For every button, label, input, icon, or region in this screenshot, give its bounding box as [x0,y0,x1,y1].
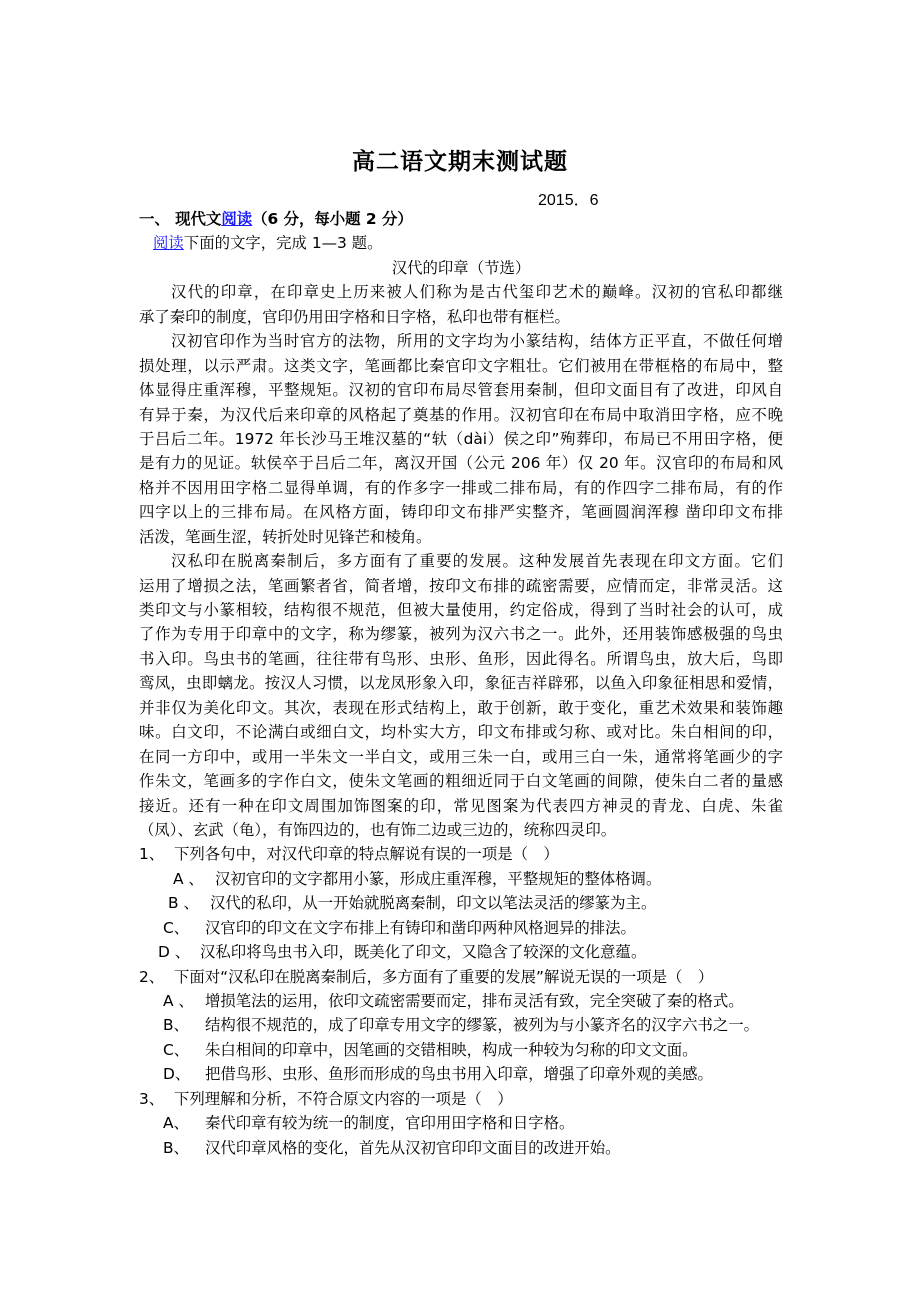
paragraph-line: 损处理，以示严肃。这类文字，笔画都比秦官印文字粗壮。它们被用在带框格的布局中，整 [139,356,783,375]
answer-option [139,1136,783,1160]
paragraph-line: 书入印。鸟虫书的笔画，往往带有鸟形、虫形、鱼形，因此得名。所谓鸟虫，放大后，鸟即 [139,649,783,668]
paragraph-line: 于吕后二年。1972 年长沙马王堆汉墓的“轪（dài）侯之印”殉葬印，布局已不用田字格，便 [139,429,783,448]
paragraph-line: 运用了增损之法，笔画繁者省，简者增，按印文布排的疏密需要，应情而定，非常灵活。这 [139,576,783,595]
option-text: 汉私印将鸟虫书入印，既美化了印文，又隐含了较深的文化意蕴。 [200,943,647,962]
question-stem [139,1087,783,1111]
option-text: 汉代的私印，从一开始就脱离秦制，印文以笔法灵活的缪篆为主。 [210,894,657,913]
question-text: 下面对“汉私印在脱离秦制后，多方面有了重要的发展”解说无误的一项是（ ） [174,967,714,986]
option-text: 汉代印章风格的变化，首先从汉初官印印文面目的改进开始。 [205,1138,621,1157]
paragraph-line: 四字以上的三排布局。在风格方面，铸印印文布排严实整齐，笔画圆润浑穆 凿印印文布排 [139,503,783,522]
paragraph-line: （凤）、玄武（龟），有饰四边的，也有饰二边或三边的，统称四灵印。 [139,820,617,839]
document-title: 高二语文期末测试题 [352,149,568,175]
instruction [139,231,783,255]
paragraph [139,329,783,549]
option-label: B、 [163,1138,189,1157]
paragraph-line: 类印文与小篆相较，结构很不规范，但被大量使用，约定俗成，得到了当时社会的认可，成 [139,601,783,619]
section-suffix: （6 分，每小题 2 分） [252,210,413,228]
question [139,965,783,1087]
paragraph-line: 汉代的印章，在印章史上历来被人们称为是古代玺印艺术的巅峰。汉初的官私印都继 [171,283,783,302]
paragraph-line: 味。白文印，不论满白或细白文，均朴实大方，印文布排或匀称、或对比。朱白相间的印， [139,723,783,742]
answer-option [139,891,783,915]
reading-link[interactable]: 阅读 [221,210,253,228]
option-label: D、 [163,1065,191,1084]
question-text: 下列理解和分析，不符合原文内容的一项是（ ） [174,1089,513,1108]
option-label: B、 [163,1016,189,1035]
paragraph-line: 格并不因用田字格二显得单调，有的作多字一排或二排布局，有的作四字二排布局，有的作 [139,478,783,497]
paragraph [139,549,783,842]
paragraph-line: 汉初官印作为当时官方的法物，所用的文字均为小篆结构，结体方正平直，不做任何增 [171,332,783,351]
answer-option [139,916,783,940]
question [139,1087,783,1160]
document-date: 2015．6 [538,192,599,209]
section-prefix: 一、 现代文 [139,210,222,228]
paragraph-line: 在同一方印中，或用一半朱文一半白文，或用三朱一白，或用三白一朱，通常将笔画少的字 [139,747,783,766]
option-label: A、 [163,1114,189,1133]
option-text: 汉官印的印文在文字布排上有铸印和凿印两种风格迥异的排法。 [205,918,636,937]
document-body [139,207,783,1160]
paragraph-line: 汉私印在脱离秦制后，多方面有了重要的发展。这种发展首先表现在印文方面。它们 [171,552,783,571]
option-text: 结构很不规范的，成了印章专用文字的缪篆，被列为与小篆齐名的汉字六书之一。 [205,1016,760,1035]
option-label: A 、 [173,869,204,888]
paragraph-line: 活泼，笔画生涩，转折处时见锋芒和棱角。 [139,527,432,546]
option-text: 汉初官印的文字都用小篆，形成庄重浑穆，平整规矩的整体格调。 [215,869,662,888]
option-text: 把借鸟形、虫形、鱼形而形成的鸟虫书用入印章，增强了印章外观的美感。 [205,1065,713,1084]
paragraph-line: 作朱文，笔画多的字作白文，使朱文笔画的粗细近同于白文笔画的间隙，使朱白二者的量感 [139,772,783,791]
option-label: A 、 [163,992,194,1010]
option-label: C、 [163,1040,190,1059]
answer-option [139,867,783,891]
answer-option [139,1111,783,1135]
answer-option [139,1013,783,1037]
paragraph-line: 有异于秦，为汉代后来印章的风格起了奠基的作用。汉初官印在布局中取消田字格，应不晚 [139,405,783,424]
question-number: 3、 [139,1089,165,1108]
answer-option [139,1038,783,1062]
reading-link-2[interactable]: 阅读 [153,234,184,253]
answer-option [139,940,783,964]
paragraph-line: 接近。还有一种在印文周围加饰图案的印，常见图案为代表四方神灵的青龙、白虎、朱雀 [139,796,783,815]
question-text: 下列各句中，对汉代印章的特点解说有误的一项是（ ） [174,845,559,864]
option-text: 朱白相间的印章中，因笔画的交错相映，构成一种较为匀称的印文文面。 [205,1040,698,1059]
question [139,842,783,964]
option-text: 秦代印章有较为统一的制度，官印用田字格和日字格。 [205,1114,575,1133]
paragraph-line: 是有力的见证。轪侯卒于吕后二年，离汉开国（公元 206 年）仅 20 年。汉官印的布局和风 [139,454,783,473]
option-label: B 、 [168,894,199,913]
option-text: 增损笔法的运用，依印文疏密需要而定，排布灵活有致，完全突破了秦的格式。 [205,992,744,1010]
passage-title: 汉代的印章（节选） [391,258,531,277]
instruction-text: 下面的文字，完成 1—3 题。 [183,234,383,253]
section-heading [139,207,783,231]
question-number: 2、 [139,967,165,986]
paragraph-line: 承了秦印的制度，官印仍用田字格和日字格，私印也带有框栏。 [139,307,570,326]
paragraph-line: 鸾凤，虫即螭龙。按汉人习惯，以龙凤形象入印，象征吉祥辟邪，以鱼入印象征相思和爱情， [139,674,783,693]
paragraph [139,280,783,329]
question-number: 1、 [139,845,165,864]
paragraph-line: 体显得庄重浑穆，平整规矩。汉初的官印布局尽管套用秦制，但印文面目有了改进，印风自 [139,381,783,400]
question-stem [139,965,783,989]
option-label: D 、 [158,943,191,962]
option-label: C、 [163,918,190,937]
question-stem [139,842,783,866]
paragraph-line: 了作为专用于印章中的文字，称为缪篆，被列为汉六书之一。此外，还用装饰感极强的鸟虫 [139,625,783,644]
answer-option [139,1062,783,1086]
answer-option [139,989,783,1013]
paragraph-line: 并非仅为美化印文。其次，表现在形式结构上，敢于创新，敢于变化，重艺术效果和装饰趣 [139,698,783,717]
